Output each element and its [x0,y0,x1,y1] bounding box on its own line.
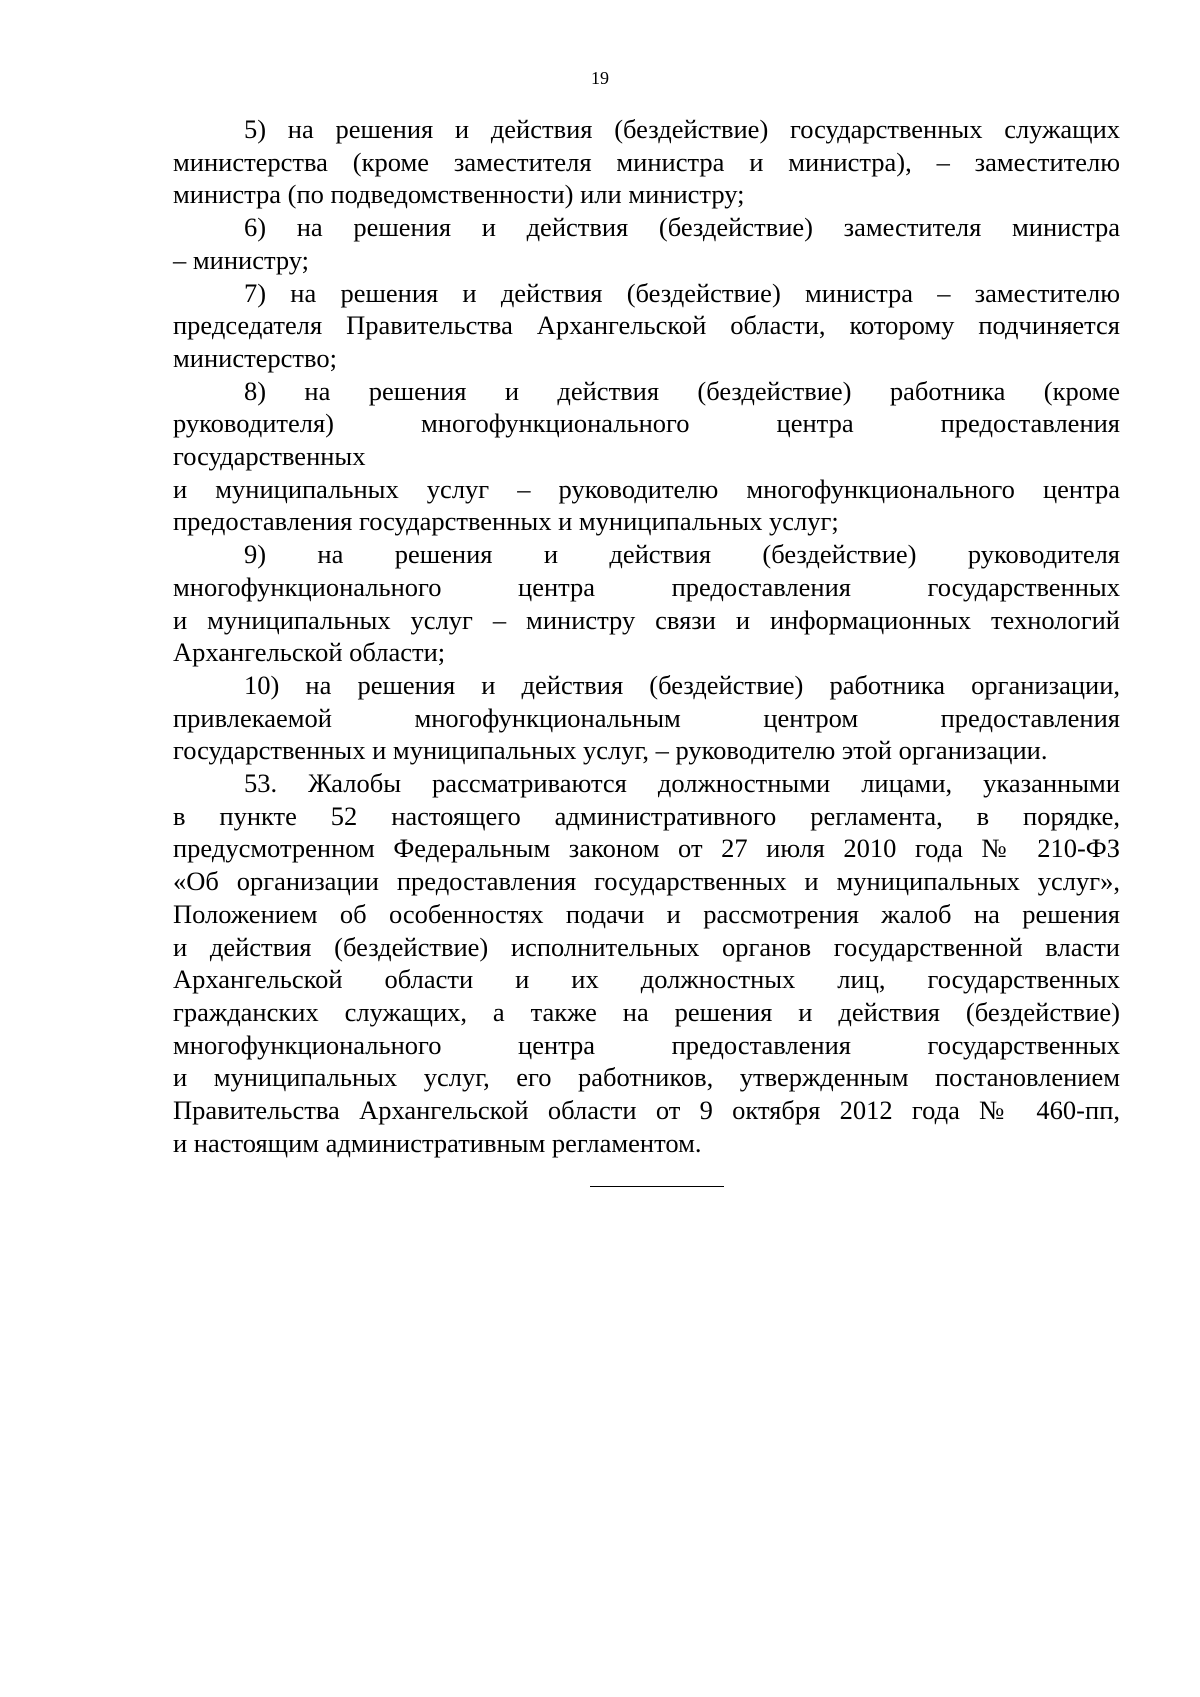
text-line: председателя Правительства Архангельской области, которому подчиняется [173,310,1120,341]
closing-rule [590,1186,724,1187]
text-line: 10) на решения и действия (бездействие) работника организации, [244,669,1120,700]
text-line: и муниципальных услуг, его работников, утвержденным постановлением [173,1062,1120,1093]
text-line: в пункте 52 настоящего административного регламента, в порядке, [173,800,1120,831]
text-line: предоставления государственных и муниципальных услуг; [173,506,839,537]
paragraph-item-8 [173,375,1120,539]
text-line: 7) на решения и действия (бездействие) министра – заместителю [244,277,1120,308]
text-line: министра (по подведомственности) или министру; [173,179,745,210]
text-line: государственных [173,441,366,472]
text-line: Положением об особенностях подачи и рассмотрения жалоб на решения [173,898,1120,929]
text-line: «Об организации предоставления государственных и муниципальных услуг», [173,866,1120,897]
text-line: и действия (бездействие) исполнительных органов государственной власти [173,931,1120,962]
text-line: привлекаемой многофункциональным центром предоставления [173,702,1120,733]
paragraph-item-5 [173,113,1120,211]
text-line: 6) на решения и действия (бездействие) заместителя министра [244,212,1120,243]
paragraph-item-6 [173,211,1120,276]
text-line: государственных и муниципальных услуг, – руководителю этой организации. [173,735,1048,766]
page-number: 19 [591,68,609,88]
text-line: 5) на решения и действия (бездействие) государственных служащих [244,114,1120,144]
document-body [173,113,1120,1160]
text-line: министерства (кроме заместителя министра и министра), – заместителю [173,146,1120,177]
paragraph-item-7 [173,277,1120,375]
text-line: 9) на решения и действия (бездействие) руководителя [244,539,1120,570]
text-line: Архангельской области и их должностных лиц, государственных [173,964,1120,995]
text-line: министерство; [173,342,337,373]
text-line: 53. Жалобы рассматриваются должностными лицами, указанными [244,768,1120,799]
text-line: и муниципальных услуг – министру связи и информационных технологий [173,604,1120,635]
paragraph-item-9 [173,538,1120,669]
text-line: Архангельской области; [173,637,446,668]
text-line: гражданских служащих, а также на решения и действия (бездействие) [173,996,1120,1027]
text-line: Правительства Архангельской области от 9 октября 2012 года № 460-пп, [173,1095,1120,1126]
text-line: и муниципальных услуг – руководителю многофункционального центра [173,473,1120,504]
text-line: и настоящим административным регламентом. [173,1127,702,1158]
text-line: – министру; [173,244,310,275]
paragraph-item-10 [173,669,1120,767]
text-line: многофункционального центра предоставления государственных [173,571,1120,602]
text-line: предусмотренном Федеральным законом от 27 июля 2010 года № 210-ФЗ [173,833,1120,864]
text-line: многофункционального центра предоставления государственных [173,1029,1120,1060]
paragraph-item-53 [173,767,1120,1159]
text-line: 8) на решения и действия (бездействие) работника (кроме [244,375,1120,406]
text-line: руководителя) многофункционального центра предоставления [173,408,1120,439]
